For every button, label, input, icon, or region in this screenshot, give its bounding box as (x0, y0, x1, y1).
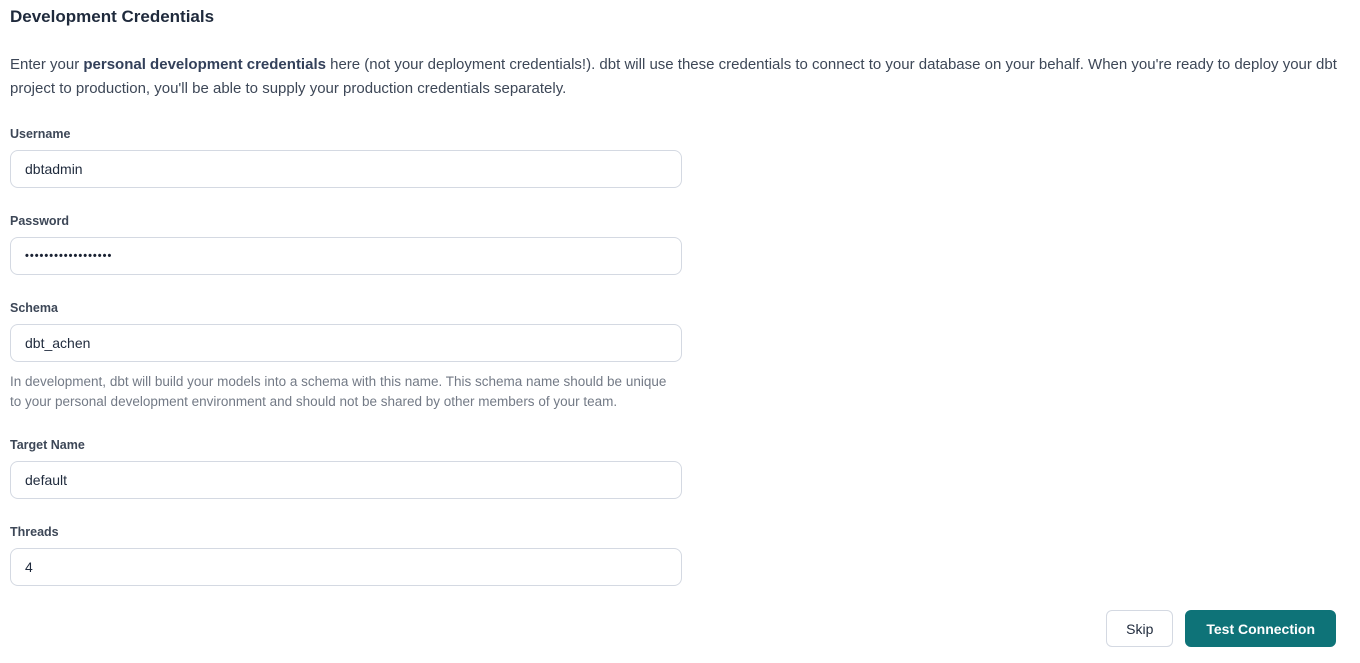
username-field-group (10, 127, 682, 188)
page-title: Development Credentials (10, 7, 215, 26)
intro-text-after: here (not your deployment credentials!). dbt will use these credentials to connect to your database on your behalf. When you're ready to deploy your dbt project to production, you'll be able to supply your production credentials separately. (10, 56, 1337, 97)
username-label: Username (10, 127, 71, 141)
schema-input[interactable] (10, 324, 682, 362)
threads-field-group (10, 525, 682, 586)
threads-input[interactable] (10, 548, 682, 586)
target-name-field-group (10, 438, 682, 499)
test-connection-button[interactable]: Test Connection (1185, 610, 1336, 647)
target-name-input[interactable] (10, 461, 682, 499)
password-input[interactable] (10, 237, 682, 275)
password-field-group (10, 214, 682, 275)
intro-text-before: Enter your (10, 56, 84, 73)
intro-text-bold: personal development credentials (83, 56, 326, 73)
threads-label: Threads (10, 525, 59, 539)
password-label: Password (10, 214, 70, 228)
target-name-label: Target Name (10, 438, 85, 452)
form-actions (10, 610, 1350, 647)
schema-field-group (10, 301, 682, 412)
schema-label: Schema (10, 301, 58, 315)
intro-text (10, 53, 1350, 101)
schema-help-text: In development, dbt will build your models into a schema with this name. This schema name should be unique to your personal development environment and should not be shared by other members of your team. (10, 374, 667, 409)
username-input[interactable] (10, 150, 682, 188)
skip-button[interactable]: Skip (1106, 610, 1173, 647)
